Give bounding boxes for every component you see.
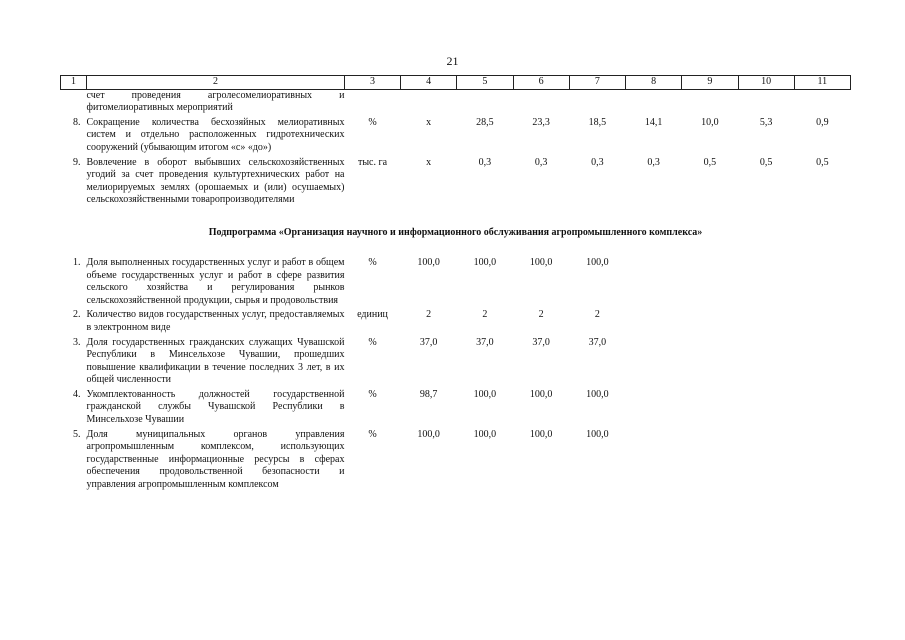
- indicator-name: Вовлечение в оборот выбывших сельскохозяйственных угодий за счет проведения культуртехнических работ на мелиорируемых землях (орошаемых и (или) осушаемых) сельскохозяйственными товаропроизводителями: [86, 156, 345, 206]
- header-cell: 10: [738, 76, 794, 90]
- header-cell: 9: [682, 76, 738, 90]
- table-row: [61, 307, 851, 334]
- indicator-name: Доля муниципальных органов управления агропромышленным комплексом, использующих государственные информационные ресурсы в сферах обеспечения продовольственной безопасности и управления агропромышленным комплексом: [86, 428, 345, 491]
- unit-cell: %: [368, 428, 377, 440]
- value-cell: 28,5: [476, 116, 494, 128]
- value-cell: х: [426, 116, 432, 128]
- value-cell: 23,3: [532, 116, 550, 128]
- value-cell: 2: [594, 309, 600, 321]
- value-cell: 10,0: [701, 116, 719, 128]
- table-row: [61, 335, 851, 387]
- value-cell: 0,5: [703, 156, 717, 168]
- unit-cell: единиц: [357, 309, 388, 321]
- value-cell: 0,3: [591, 156, 604, 168]
- value-cell: 2: [538, 309, 544, 321]
- value-cell: 37,0: [588, 336, 607, 348]
- value-cell: 100,0: [586, 256, 609, 268]
- value-cell: 100,0: [473, 388, 497, 400]
- value-cell: 98,7: [419, 388, 438, 400]
- row-number: [61, 89, 87, 115]
- value-cell: 0,5: [759, 156, 773, 168]
- table-row: [61, 115, 851, 155]
- value-cell: 37,0: [419, 336, 438, 348]
- row-number: 3.: [73, 336, 81, 348]
- table-row: [61, 387, 851, 427]
- indicator-name: Сокращение количества бесхозяйных мелиоративных систем и отдельно расположенных гидротехнических сооружений (убывающим итогом «с» «до»): [86, 116, 345, 153]
- header-cell: 11: [794, 76, 850, 90]
- row-number: 2.: [73, 309, 81, 321]
- value-cell: 100,0: [417, 256, 440, 268]
- header-cell: 7: [569, 76, 625, 90]
- indicator-name: Доля государственных гражданских служащих Чувашской Республики в Минсельхозе Чувашии, прошедших повышение квалификации в течение последних 3 лет, в их общей численности: [86, 336, 345, 386]
- indicators-table: [60, 75, 851, 492]
- value-cell: 100,0: [529, 388, 553, 400]
- unit-cell: %: [368, 336, 377, 348]
- value-cell: 100,0: [529, 428, 553, 440]
- unit-cell: тыс. га: [357, 156, 388, 168]
- value-cell: 100,0: [586, 428, 609, 440]
- table-header-row: [61, 76, 851, 90]
- unit-cell: %: [368, 388, 377, 400]
- indicator-name: Укомплектованность должностей государственной гражданской службы Чувашской Республики в Минсельхозе Чувашии: [86, 388, 345, 426]
- value-cell: 37,0: [532, 336, 550, 348]
- indicator-name: Количество видов государственных услуг, предоставляемых в электронном виде: [86, 309, 345, 333]
- row-number: 5.: [73, 428, 81, 440]
- header-cell: 6: [513, 76, 569, 90]
- indicator-name: счет проведения агролесомелиоративных и фитомелиоративных мероприятий: [86, 89, 345, 114]
- header-cell: 3: [345, 76, 401, 90]
- unit-cell: %: [368, 116, 377, 128]
- table-row: [61, 255, 851, 307]
- value-cell: 0,3: [478, 156, 492, 168]
- value-cell: 2: [426, 309, 432, 321]
- table-row: [61, 155, 851, 207]
- value-cell: х: [426, 156, 432, 168]
- indicator-name: Доля выполненных государственных услуг и работ в общем объеме государственных услуг и работ в сфере развития сельского хозяйства и регулирования рынков сельскохозяйственной продукции, сырья и продовольствия: [86, 256, 345, 306]
- table-row: [61, 427, 851, 492]
- section-title: Подпрограмма «Организация научного и информационного обслуживания агропромышленного комплекса»: [208, 226, 703, 238]
- header-cell: 8: [626, 76, 682, 90]
- unit-cell: %: [368, 256, 377, 268]
- row-number: 1.: [73, 256, 81, 268]
- value-cell: 0,3: [534, 156, 548, 168]
- page-number: 21: [446, 54, 459, 68]
- table-row: [61, 89, 851, 115]
- header-cell: 5: [457, 76, 513, 90]
- value-cell: 14,1: [644, 116, 663, 128]
- value-cell: 37,0: [476, 336, 494, 348]
- value-cell: 100,0: [417, 428, 440, 440]
- value-cell: 0,3: [647, 156, 660, 168]
- value-cell: 0,5: [816, 156, 829, 168]
- value-cell: 100,0: [473, 256, 497, 268]
- value-cell: 100,0: [473, 428, 497, 440]
- header-cell: 4: [401, 76, 457, 90]
- row-number: 8.: [73, 116, 81, 128]
- value-cell: 2: [482, 309, 488, 321]
- section-heading-row: [61, 207, 851, 255]
- value-cell: 0,9: [816, 116, 829, 128]
- value-cell: 100,0: [529, 256, 553, 268]
- value-cell: 5,3: [759, 116, 773, 128]
- value-cell: 18,5: [588, 116, 607, 128]
- row-number: 4.: [73, 388, 81, 400]
- row-number: 9.: [73, 156, 81, 168]
- value-cell: 100,0: [586, 388, 609, 400]
- header-cell: 1: [61, 76, 87, 90]
- header-cell: 2: [87, 76, 345, 90]
